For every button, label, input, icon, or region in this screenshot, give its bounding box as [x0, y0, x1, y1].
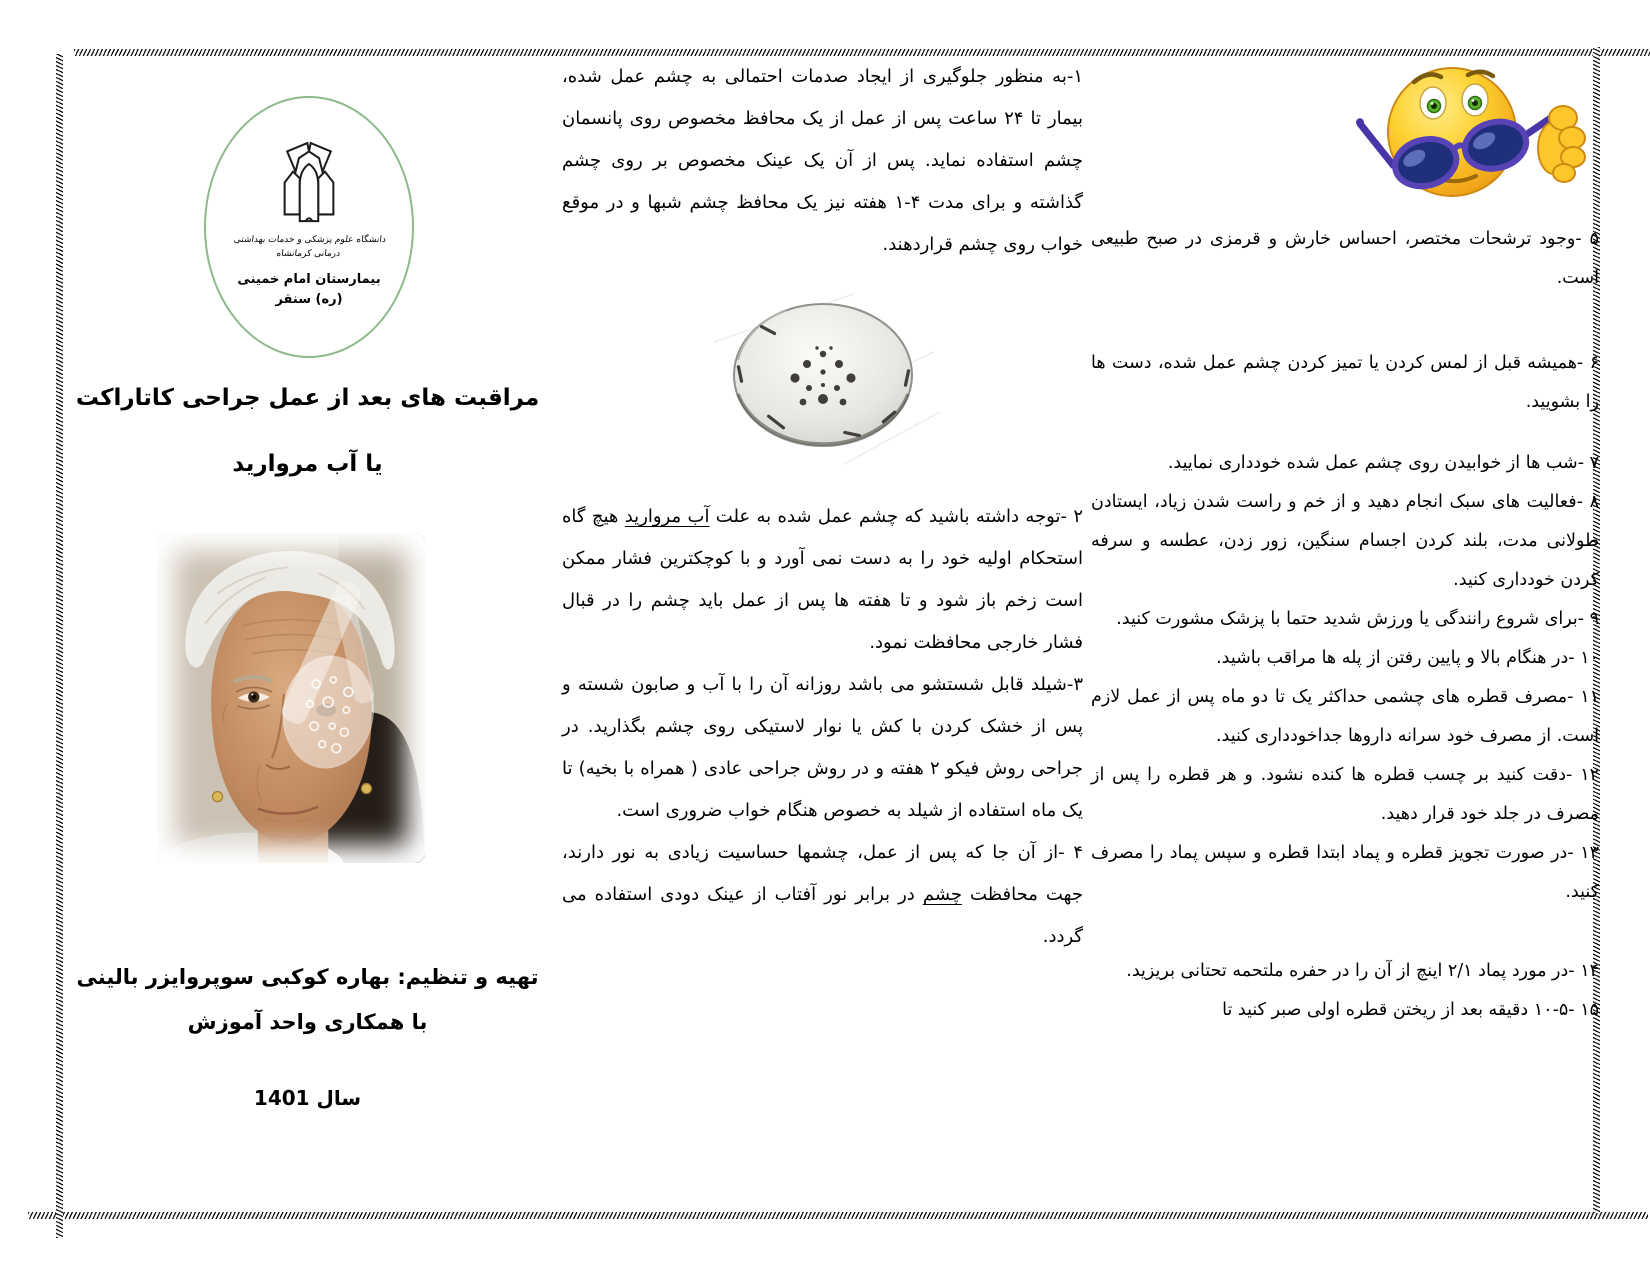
- item2-text-cont: هیچ گاه استحکام اولیه خود را به دست نمی آورد و با کوچکترین فشار ممکن است زخم باز شود و تا هفته ها پس از عمل باید چشم را در قبال فشار خارجی محافظت نمود.: [562, 506, 1083, 653]
- page-border-top: [74, 49, 1650, 56]
- instruction-item-1: ۱-به منظور جلوگیری از ایجاد صدمات احتمالی به چشم عمل شده، بیمار تا ۲۴ ساعت پس از عمل از یک محافظ مخصوص روی پانسمان چشم استفاده نماید. پس از آن یک عینک مخصوص بر روی چشم گذاشته و برای مدت ۴-۱ هفته نیز یک محافظ چشم شبها و در موقع خواب روی چشم قراردهند.: [562, 66, 1083, 255]
- brochure-subtitle: یا آب مروارید: [232, 451, 383, 477]
- instruction-item-6: ۶ -همیشه قبل از لمس کردن یا تمیز کردن چشم عمل شده، دست ها را بشویید.: [1091, 353, 1599, 412]
- perforated-eye-shield-illustration: [704, 282, 942, 470]
- credits-line1: تهیه و تنظیم: بهاره کوکبی سوپروایزر بالینی: [76, 965, 539, 989]
- year: سال 1401: [253, 1086, 362, 1110]
- instruction-item-5: ۵ -وجود ترشحات مختصر، احساس خارش و قرمزی در صبح طبیعی است.: [1091, 229, 1599, 288]
- smiley-with-sunglasses-icon: [1343, 56, 1595, 206]
- item4-underlined-term: چشم: [922, 884, 963, 905]
- instruction-item-15: ۱۵ -۱۰-۵ دقیقه بعد از ریختن قطره اولی صبر کنید تا: [1222, 1000, 1599, 1020]
- instruction-item-9: ۹ -برای شروع رانندگی یا ورزش شدید حتما با پزشک مشورت کنید.: [1116, 609, 1599, 629]
- brochure-title: مراقبت های بعد از عمل جراحی کاتاراکت: [75, 385, 540, 411]
- instruction-item-7: ۷ -شب ها از خوابیدن روی چشم عمل شده خودداری نمایید.: [1167, 453, 1599, 473]
- item2-underlined-term: آب مروارید: [624, 506, 710, 527]
- instruction-item-3: ۳-شیلد قابل شستشو می باشد روزانه آن را با آب و صابون شسته و پس از خشک کردن با کش یا نوار لاستیکی روی چشم بگذارید. در جراحی روش فیکو ۲ هفته و در روش جراحی عادی ( همراه با بخیه) تا یک ماه استفاده از شیلد به خصوص هنگام خواب ضروری است.: [562, 674, 1083, 821]
- instruction-item-14: ۱۴ -در مورد پماد ۲/۱ اینچ از آن را در حفره ملتحمه تحتانی بریزید.: [1126, 961, 1599, 981]
- page-border-left: [56, 54, 63, 1238]
- item4-text-cont: در برابر نور آفتاب از عینک دودی استفاده می گردد.: [562, 884, 1083, 947]
- item4-text: ۴ -از آن جا که پس از عمل، چشمها حساسیت زیادی به نور دارند، جهت محافظت: [562, 842, 1083, 905]
- eye-shield-photo: [704, 282, 942, 470]
- patient-with-eye-shield-illustration: [157, 533, 425, 863]
- university-emblem-icon: [267, 134, 351, 226]
- credits: [60, 955, 555, 1045]
- instruction-item-13: ۱۳ -در صورت تجویز قطره و پماد ابتدا قطره و سپس پماد را مصرف کنید.: [1091, 843, 1599, 902]
- instruction-item-8: ۸ -فعالیت های سبک انجام دهید و از خم و راست شدن زیاد، ایستادن طولانی مدت، بلند کردن اجسام سنگین، زور زدن، عطسه و سرفه کردن خودداری کنید.: [1091, 492, 1599, 590]
- page-border-bottom: [28, 1212, 1648, 1219]
- hospital-city: (ره) سنقر: [275, 291, 343, 307]
- hospital-logo: [204, 96, 414, 358]
- patient-photo: [157, 533, 425, 863]
- instruction-item-2: [562, 496, 1083, 664]
- university-name: دانشگاه علوم پزشکی و خدمات بهداشتی درمانی کرمانشاه: [233, 235, 387, 259]
- instruction-item-10: ۱۰ -در هنگام بالا و پایین رفتن از پله ها مراقب باشید.: [1216, 648, 1599, 668]
- hospital-name: بیمارستان امام خمینی: [237, 272, 381, 287]
- right-column: [1091, 56, 1599, 1030]
- credits-line2: با همکاری واحد آموزش: [187, 1010, 428, 1034]
- item2-text: ۲ -توجه داشته باشید که چشم عمل شده به علت: [709, 506, 1083, 527]
- middle-column: [562, 56, 1083, 958]
- instruction-item-4: [562, 832, 1083, 958]
- instruction-item-12: ۱۲ -دقت کنید بر چسب قطره ها کنده نشود. و هر قطره را پس از مصرف در جلد خود قرار دهید.: [1091, 765, 1599, 824]
- instruction-item-11: ۱۱ -مصرف قطره های چشمی حداکثر یک تا دو ماه پس از عمل لازم است. از مصرف خود سرانه داروها جداخودداری کنید.: [1091, 687, 1599, 746]
- smiley-sunglasses-image: [1343, 56, 1595, 206]
